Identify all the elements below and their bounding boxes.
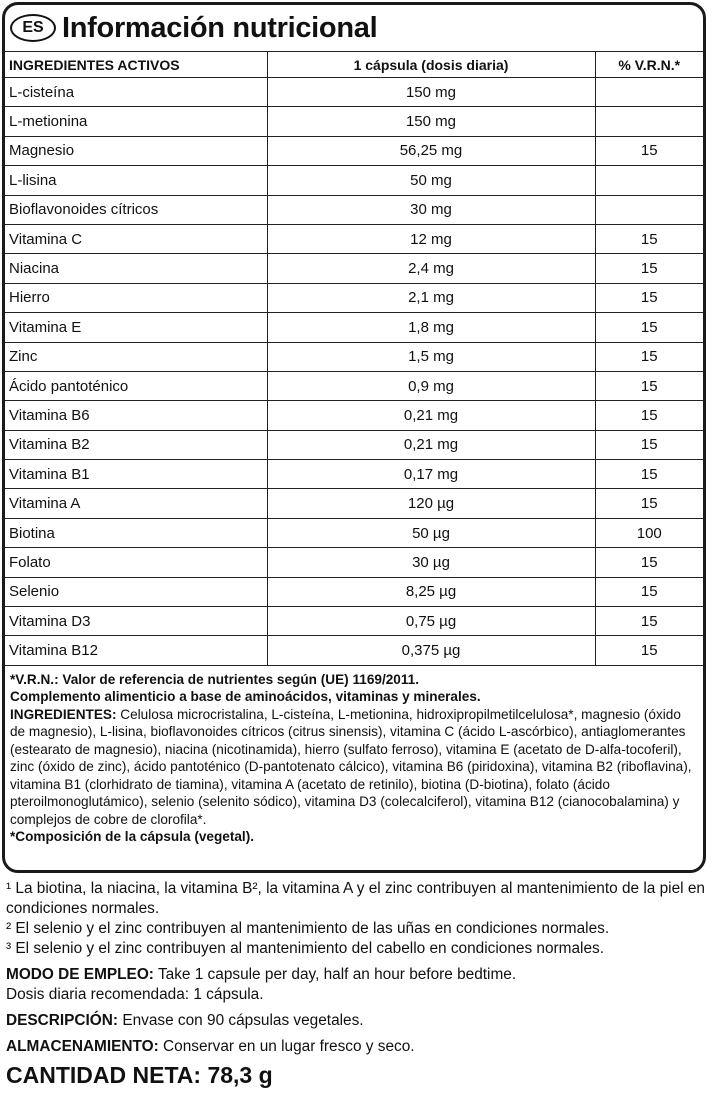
table-row xyxy=(5,460,703,489)
ingredient-cell: Zinc xyxy=(5,342,267,371)
vrn-cell: 15 xyxy=(595,636,703,665)
amount-cell: 150 mg xyxy=(267,107,595,136)
footnote-2: ² El selenio y el zinc contribuyen al mantenimiento de las uñas en condiciones normales. xyxy=(6,920,610,937)
vrn-cell: 15 xyxy=(595,401,703,430)
vrn-cell: 15 xyxy=(595,224,703,253)
usage-text: Take 1 capsule per day, half an hour before bedtime. xyxy=(157,966,517,983)
footer-section xyxy=(6,879,708,1088)
panel-title: Información nutricional xyxy=(62,11,378,44)
amount-cell: 2,1 mg xyxy=(267,283,595,312)
amount-cell: 0,21 mg xyxy=(267,430,595,459)
vrn-cell: 15 xyxy=(595,460,703,489)
column-header-vrn: % V.R.N.* xyxy=(595,52,703,78)
table-row xyxy=(5,430,703,459)
table-body xyxy=(5,78,703,666)
table-row xyxy=(5,577,703,606)
ingredient-cell: Ácido pantoténico xyxy=(5,371,267,400)
vrn-cell xyxy=(595,107,703,136)
ingredient-cell: Magnesio xyxy=(5,136,267,165)
nutrition-panel xyxy=(2,2,706,873)
table-row xyxy=(5,136,703,165)
amount-cell: 120 µg xyxy=(267,489,595,518)
vrn-cell: 100 xyxy=(595,518,703,547)
table-row xyxy=(5,518,703,547)
nutrition-table xyxy=(5,51,703,666)
table-row xyxy=(5,636,703,665)
amount-cell: 50 mg xyxy=(267,166,595,195)
table-row xyxy=(5,254,703,283)
storage-line xyxy=(6,1037,708,1057)
panel-header xyxy=(5,5,703,51)
ingredient-cell: Selenio xyxy=(5,577,267,606)
vrn-cell: 15 xyxy=(595,607,703,636)
amount-cell: 0,17 mg xyxy=(267,460,595,489)
column-header-amount: 1 cápsula (dosis diaria) xyxy=(267,52,595,78)
storage-text: Conservar en un lugar fresco y seco. xyxy=(163,1038,415,1055)
table-row xyxy=(5,166,703,195)
ingredient-cell: Bioflavonoides cítricos xyxy=(5,195,267,224)
amount-cell: 0,21 mg xyxy=(267,401,595,430)
ingredient-cell: Vitamina D3 xyxy=(5,607,267,636)
table-row xyxy=(5,342,703,371)
storage-label: ALMACENAMIENTO: xyxy=(6,1038,159,1055)
ingredient-cell: Vitamina E xyxy=(5,313,267,342)
amount-cell: 1,8 mg xyxy=(267,313,595,342)
vrn-cell: 15 xyxy=(595,136,703,165)
daily-dose: Dosis diaria recomendada: 1 cápsula. xyxy=(6,986,264,1003)
ingredient-cell: Vitamina B1 xyxy=(5,460,267,489)
table-row xyxy=(5,313,703,342)
footnote-1: ¹ La biotina, la niacina, la vitamina B², la vitamina A y el zinc contribuyen al mantenimiento de la piel en condiciones normales. xyxy=(6,880,705,917)
complement-note: Complemento alimenticio a base de aminoácidos, vitaminas y minerales. xyxy=(10,689,481,705)
vrn-cell: 15 xyxy=(595,371,703,400)
column-header-ingredient: INGREDIENTES ACTIVOS xyxy=(5,52,267,78)
table-row xyxy=(5,107,703,136)
vrn-cell: 15 xyxy=(595,254,703,283)
ingredient-cell: Hierro xyxy=(5,283,267,312)
amount-cell: 56,25 mg xyxy=(267,136,595,165)
net-quantity: CANTIDAD NETA: 78,3 g xyxy=(6,1062,273,1088)
amount-cell: 8,25 µg xyxy=(267,577,595,606)
description-text: Envase con 90 cápsulas vegetales. xyxy=(122,1012,364,1029)
vrn-cell: 15 xyxy=(595,342,703,371)
ingredient-cell: L-cisteína xyxy=(5,78,267,107)
notes-section xyxy=(5,666,703,846)
table-row xyxy=(5,489,703,518)
ingredient-cell: Vitamina C xyxy=(5,224,267,253)
ingredient-cell: L-metionina xyxy=(5,107,267,136)
amount-cell: 30 mg xyxy=(267,195,595,224)
table-header-row xyxy=(5,52,703,78)
amount-cell: 0,375 µg xyxy=(267,636,595,665)
usage-line xyxy=(6,965,708,985)
table-row xyxy=(5,548,703,577)
vrn-cell xyxy=(595,195,703,224)
vrn-cell xyxy=(595,78,703,107)
ingredients-label: INGREDIENTES: xyxy=(10,706,117,722)
vrn-cell: 15 xyxy=(595,577,703,606)
vrn-cell: 15 xyxy=(595,489,703,518)
table-row xyxy=(5,401,703,430)
table-row xyxy=(5,78,703,107)
ingredients-paragraph xyxy=(10,706,698,829)
table-row xyxy=(5,371,703,400)
ingredient-cell: Folato xyxy=(5,548,267,577)
ingredient-cell: Niacina xyxy=(5,254,267,283)
vrn-cell: 15 xyxy=(595,283,703,312)
amount-cell: 0,9 mg xyxy=(267,371,595,400)
amount-cell: 12 mg xyxy=(267,224,595,253)
ingredient-cell: Vitamina A xyxy=(5,489,267,518)
vrn-cell: 15 xyxy=(595,430,703,459)
amount-cell: 150 mg xyxy=(267,78,595,107)
vrn-cell: 15 xyxy=(595,548,703,577)
ingredient-cell: L-lisina xyxy=(5,166,267,195)
vrn-cell: 15 xyxy=(595,313,703,342)
description-line xyxy=(6,1011,708,1031)
table-row xyxy=(5,224,703,253)
amount-cell: 50 µg xyxy=(267,518,595,547)
ingredient-cell: Vitamina B12 xyxy=(5,636,267,665)
vrn-note: *V.R.N.: Valor de referencia de nutrientes según (UE) 1169/2011. xyxy=(10,671,419,687)
table-row xyxy=(5,607,703,636)
amount-cell: 1,5 mg xyxy=(267,342,595,371)
table-row xyxy=(5,283,703,312)
language-badge: ES xyxy=(10,14,56,42)
ingredient-cell: Vitamina B6 xyxy=(5,401,267,430)
amount-cell: 2,4 mg xyxy=(267,254,595,283)
capsule-note: *Composición de la cápsula (vegetal). xyxy=(10,829,254,845)
amount-cell: 0,75 µg xyxy=(267,607,595,636)
ingredient-cell: Vitamina B2 xyxy=(5,430,267,459)
description-label: DESCRIPCIÓN: xyxy=(6,1012,119,1029)
footnote-3: ³ El selenio y el zinc contribuyen al mantenimiento del cabello en condiciones normales. xyxy=(6,940,604,957)
vrn-cell xyxy=(595,166,703,195)
ingredients-text: Celulosa microcristalina, L-cisteína, L-metionina, hidroxipropilmetilcelulosa*, magnesio (óxido de magnesio), L-lisina, bioflavonoides cítricos (citrus sinensis), vitamina C (ácido L-ascórbico), antiaglomerantes (estearato de magnesio), niacina (nicotinamida), hierro (sulfato ferroso), vitamina E (acetato de D-alfa-tocoferil), zinc (óxido de zinc), ácido pantoténico (D-pantotenato cálcico), vitamina B6 (piridoxina), vitamina B2 (riboflavina), vitamina B1 (clorhidrato de tiamina), vitamina A (acetato de retinilo), biotina (D-biotina), folato (ácido pteroilmonoglutámico), selenio (selenito sódico), vitamina D3 (colecalciferol), vitamina B12 (cianocobalamina) y complejos de cobre de clorofila*. xyxy=(10,706,692,827)
usage-label: MODO DE EMPLEO: xyxy=(6,966,154,983)
ingredient-cell: Biotina xyxy=(5,518,267,547)
amount-cell: 30 µg xyxy=(267,548,595,577)
table-row xyxy=(5,195,703,224)
